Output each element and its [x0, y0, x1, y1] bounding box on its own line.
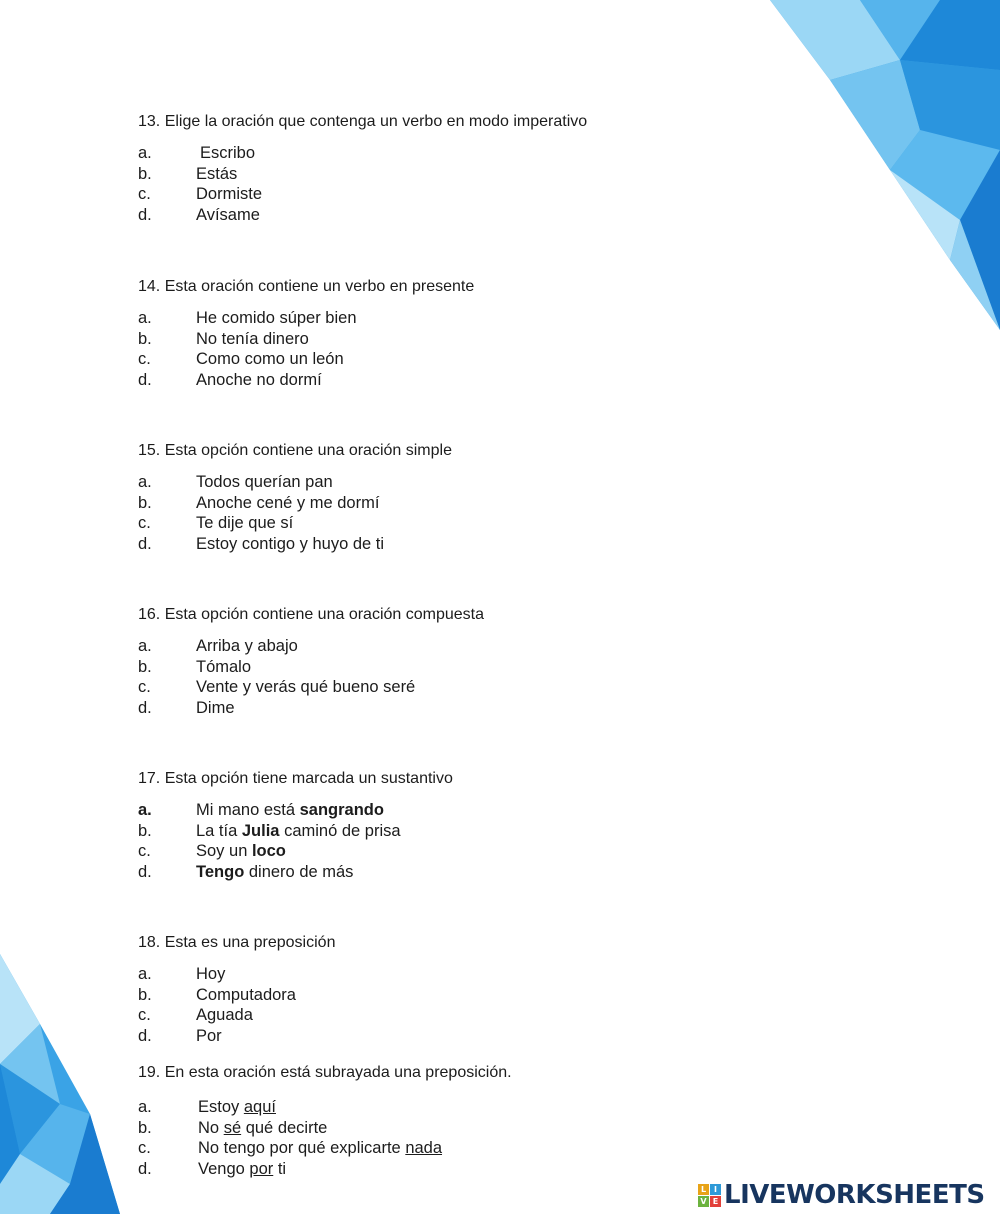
liveworksheets-logo [698, 1180, 985, 1210]
option-text: Tómalo [196, 657, 252, 676]
option-text: He comido súper bien [196, 309, 357, 327]
option-letter: d. [138, 863, 152, 882]
question-title: 18. Esta es una preposición [138, 934, 336, 951]
answer-option[interactable] [138, 308, 778, 329]
option-letter: a. [138, 309, 152, 327]
option-text: Dormiste [196, 185, 263, 204]
option-text [198, 1159, 286, 1180]
text-segment: No [198, 1118, 224, 1137]
option-letter: d. [138, 699, 152, 718]
option-letter: a. [138, 1098, 152, 1116]
answer-option[interactable] [138, 329, 778, 350]
question-18 [138, 933, 778, 1047]
answer-option[interactable] [138, 821, 778, 842]
answer-option[interactable] [138, 841, 778, 862]
option-text [196, 862, 353, 883]
question-16 [138, 605, 778, 719]
answer-option[interactable] [138, 1118, 778, 1139]
option-letter: b. [138, 329, 152, 348]
text-segment: Estoy [198, 1098, 244, 1116]
answer-option[interactable] [138, 1097, 778, 1118]
option-letter: c. [138, 185, 151, 204]
answer-option[interactable] [138, 493, 778, 514]
question-title: 14. Esta oración contiene un verbo en presente [138, 278, 475, 295]
question-title: 13. Elige la oración que contenga un verbo en modo imperativo [138, 113, 588, 130]
option-text: Computadora [196, 985, 296, 1004]
answer-option[interactable] [138, 472, 778, 493]
answer-option[interactable] [138, 636, 778, 657]
logo-badge-letter: L [698, 1184, 709, 1195]
answer-option[interactable] [138, 862, 778, 883]
option-letter: c. [138, 678, 151, 697]
answer-option[interactable] [138, 1138, 778, 1159]
option-text [198, 1118, 327, 1139]
option-text: Aguada [196, 1006, 253, 1025]
option-letter: b. [138, 657, 152, 676]
answer-option[interactable] [138, 800, 778, 821]
answer-option[interactable] [138, 143, 778, 164]
answer-option[interactable] [138, 1005, 778, 1026]
option-letter: b. [138, 821, 152, 840]
logo-badge-letter: V [698, 1196, 709, 1207]
option-text: Estás [196, 164, 238, 183]
question-title: 17. Esta opción tiene marcada un sustantivo [138, 770, 453, 787]
answer-option[interactable] [138, 370, 778, 391]
answer-option[interactable] [138, 698, 778, 719]
option-letter: c. [138, 1139, 151, 1158]
text-segment: caminó de prisa [279, 821, 401, 840]
answer-option[interactable] [138, 205, 778, 226]
option-letter: a. [138, 637, 152, 655]
decorative-polygon-corner-bottom-left [0, 954, 120, 1214]
underlined-word: nada [405, 1139, 443, 1158]
option-text [198, 1138, 442, 1159]
option-letter: a. [138, 144, 152, 162]
text-segment: Mi mano está [196, 801, 300, 819]
option-letter: d. [138, 1027, 152, 1046]
question-13 [138, 112, 778, 226]
underlined-word: por [249, 1160, 274, 1179]
option-letter: b. [138, 1118, 152, 1137]
text-segment: Soy un [196, 842, 252, 861]
option-text: Avísame [196, 206, 260, 225]
option-letter: a. [138, 801, 152, 819]
question-17 [138, 769, 778, 883]
text-segment: dinero de más [244, 863, 354, 882]
marked-word: Tengo [196, 863, 245, 882]
option-letter: d. [138, 1160, 152, 1179]
option-text: Anoche cené y me dormí [196, 493, 380, 512]
option-text: Arriba y abajo [196, 637, 298, 655]
underlined-word: aquí [243, 1098, 276, 1116]
text-segment: ti [273, 1160, 287, 1179]
logo-badge-icon [698, 1184, 721, 1207]
option-text: Todos querían pan [196, 473, 333, 491]
option-letter: b. [138, 164, 152, 183]
option-letter: d. [138, 206, 152, 225]
option-text [198, 1097, 276, 1118]
option-text: No tenía dinero [196, 329, 309, 348]
option-text: Hoy [196, 965, 226, 983]
option-letter: c. [138, 350, 151, 369]
marked-word: sangrando [299, 801, 384, 819]
option-text: Como como un león [196, 350, 344, 369]
answer-option[interactable] [138, 513, 778, 534]
answer-option[interactable] [138, 184, 778, 205]
text-segment: qué decirte [241, 1118, 328, 1137]
text-segment: Vengo [198, 1160, 250, 1179]
logo-badge-letter: I [710, 1184, 721, 1195]
decorative-polygon-corner-top-right [770, 0, 1000, 330]
text-segment: La tía [196, 821, 242, 840]
option-letter: b. [138, 985, 152, 1004]
option-text [196, 841, 286, 862]
option-letter: c. [138, 514, 151, 533]
marked-word: loco [251, 842, 286, 861]
option-text: Vente y verás qué bueno seré [196, 678, 416, 697]
answer-option[interactable] [138, 1159, 778, 1180]
option-text: Estoy contigo y huyo de ti [196, 535, 385, 554]
question-15 [138, 441, 778, 555]
question-14 [138, 277, 778, 391]
option-text [196, 800, 384, 821]
option-text [196, 821, 401, 842]
question-title: 16. Esta opción contiene una oración compuesta [138, 606, 485, 623]
option-letter: d. [138, 535, 152, 554]
option-text: Te dije que sí [196, 514, 294, 533]
option-letter: c. [138, 1006, 151, 1025]
answer-option[interactable] [138, 1026, 778, 1047]
answer-option[interactable] [138, 534, 778, 555]
question-19 [138, 1063, 778, 1180]
answer-option[interactable] [138, 964, 778, 985]
option-letter: a. [138, 965, 152, 983]
logo-badge-letter: E [710, 1196, 721, 1207]
answer-option[interactable] [138, 164, 778, 185]
option-letter: b. [138, 493, 152, 512]
answer-option[interactable] [138, 985, 778, 1006]
option-text: Dime [196, 699, 235, 718]
option-letter: c. [138, 842, 151, 861]
question-title: 19. En esta oración está subrayada una preposición. [138, 1064, 512, 1081]
question-title: 15. Esta opción contiene una oración simple [138, 442, 452, 459]
answer-option[interactable] [138, 677, 778, 698]
answer-option[interactable] [138, 657, 778, 678]
answer-option[interactable] [138, 349, 778, 370]
underlined-word: sé [223, 1118, 242, 1137]
option-text: Anoche no dormí [196, 371, 322, 390]
option-text: Escribo [200, 144, 256, 162]
text-segment: No tengo por qué explicarte [198, 1139, 406, 1158]
marked-word: Julia [241, 821, 280, 840]
option-letter: a. [138, 473, 152, 491]
logo-text: LIVEWORKSHEETS [724, 1180, 985, 1210]
option-text: Por [196, 1027, 222, 1046]
option-letter: d. [138, 371, 152, 390]
